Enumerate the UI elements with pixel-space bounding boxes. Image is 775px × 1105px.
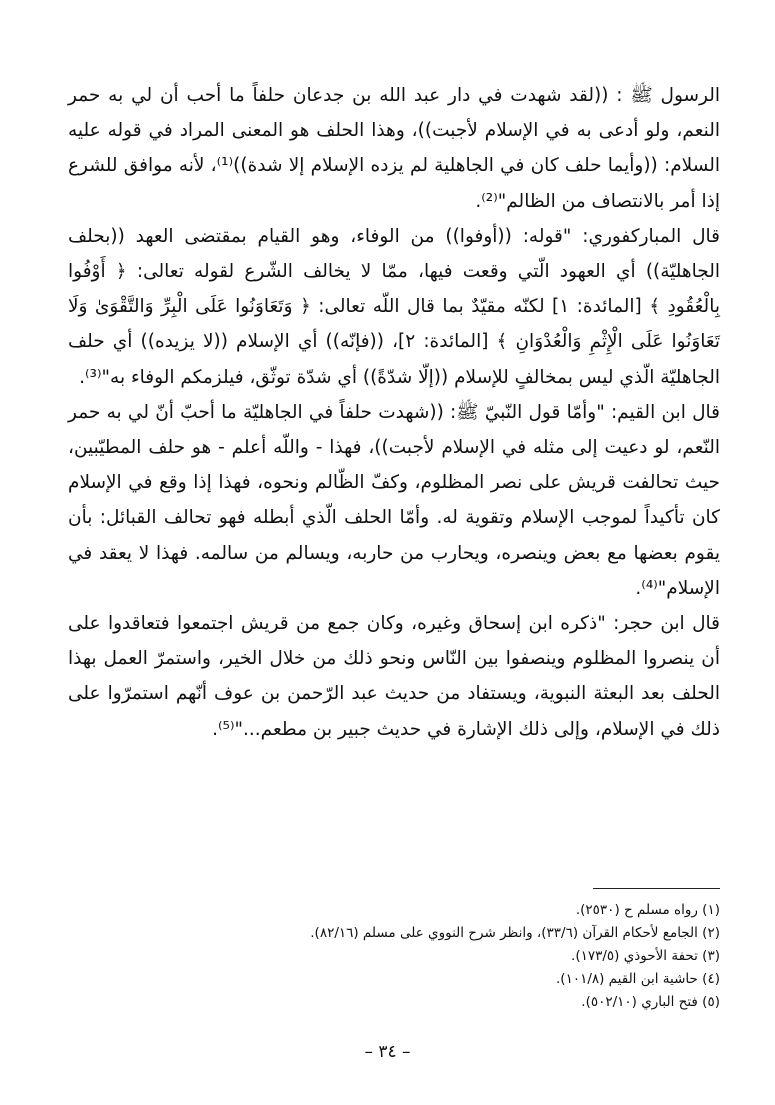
footnote-5: (٥) فتح الباري (٥٠٢/١٠). xyxy=(581,994,720,1010)
main-text xyxy=(68,78,720,747)
footnote-1: (١) رواه مسلم ح (٢٥٣٠). xyxy=(575,902,720,918)
footnote-3: (٣) تحفة الأحوذي (١٧٣/٥). xyxy=(571,948,720,964)
footnote-2: (٢) الجامع لأحكام القرآن (٣٣/٦)، وانظر شرح النووي على مسلم (٨٢/١٦). xyxy=(310,925,720,941)
paragraph-1: الرسول ﷺ : ((لقد شهدت في دار عبد الله بن جدعان حلفاً ما أحب أن لي به حمر النعم، ولو أدعى به في الإسلام لأجبت))، وهذا الحلف هو المعنى المراد في قوله عليه السلام: ((وأيما حلف كان في الجاهلية لم يزده الإسلام إلا شدة))⁽¹⁾، لأنه موافق للشرع إذا أمر بالانتصاف من الظالم"⁽²⁾. xyxy=(68,85,720,212)
paragraph-4: قال ابن حجر: "ذكره ابن إسحاق وغيره، وكان جمع من قريش اجتمعوا فتعاقدوا على أن ينصروا المظلوم وينصفوا بين النّاس ونحو ذلك من خلال الخير، واستمرّ العمل بهذا الحلف بعد البعثة النبوية، ويستفاد من حديث عبد الرّحمن بن عوف أنّهم استمرّوا على ذلك في الإسلام، وإلى ذلك الإشارة في حديث جبير بن مطعم..."⁽⁵⁾. xyxy=(68,613,720,740)
paragraph-3: قال ابن القيم: "وأمّا قول النّبيّ ﷺ: ((شهدت حلفاً في الجاهليّة ما أحبّ أنّ لي به حمر النّعم، لو دعيت إلى مثله في الإسلام لأجبت))، فهذا - واللّه أعلم - هو حلف المطيّبين، حيث تحالفت قريش على نصر المظلوم، وكفّ الظّالم ونحوه، فهذا إذا وقع في الإسلام كان تأكيداً لموجب الإسلام وتقوية له. وأمّا الحلف الّذي أبطله فهو تحالف القبائل: بأن يقوم بعضها مع بعض وينصره، ويحارب من حاربه، ويسالم من سالمه. فهذا لا يعقد في الإسلام"⁽⁴⁾. xyxy=(68,401,720,599)
page-number: – ٣٤ – xyxy=(364,1042,411,1062)
footnote-4: (٤) حاشية ابن القيم (١٠١/٨). xyxy=(556,971,720,987)
footnote-divider xyxy=(593,888,720,889)
footnotes xyxy=(68,899,720,1014)
paragraph-2: قال المباركفوري: "قوله: ((أوفوا)) من الوفاء، وهو القيام بمقتضى العهد ((بحلف الجاهليّة)) أي العهود الّتي وقعت فيها، ممّا لا يخالف الشّرع لقوله تعالى: ﴿ أَوْفُوا بِالْعُقُودِ ﴾ [المائدة: ١] لكنّه مقيّدٌ بما قال اللّه تعالى: ﴿ وَتَعَاوَنُوا عَلَى الْبِرِّ وَالتَّقْوَىٰ وَلَا تَعَاوَنُوا عَلَى الْإِثْمِ وَالْعُدْوَانِ ﴾ [المائدة: ٢]، ((فإنّه)) أي الإسلام ((لا يزيده)) أي حلف الجاهليّة الّذي ليس بمخالفٍ للإسلام ((إلّا شدّةً)) أي شدّة توثّق، فيلزمكم الوفاء به"⁽³⁾. xyxy=(68,225,720,388)
